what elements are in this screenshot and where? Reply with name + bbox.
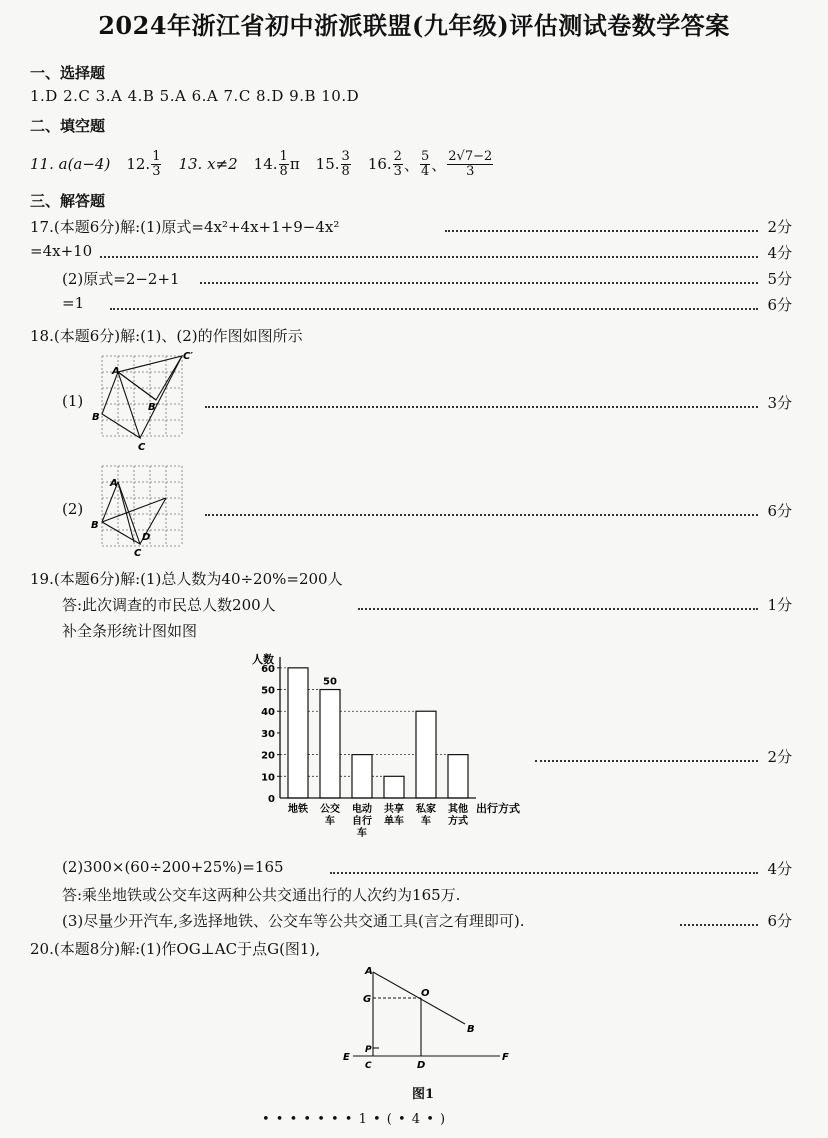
q17-line-1: 17.(本题6分)解:(1)原式=4x²+4x+1+9−4x² <box>30 218 340 236</box>
q20-label-a: A <box>365 966 373 977</box>
x-category-label: 共享 <box>384 804 404 815</box>
q20-label-g: G <box>363 994 372 1005</box>
q19-heading: 19.(本题6分)解:(1)总人数为40÷20%=200人 <box>30 570 343 588</box>
q20-heading: 20.(本题8分)解:(1)作OG⊥AC于点G(图1), <box>30 940 321 958</box>
answer-16-fraction-3: $\frac{2√7-2}{3}$ <box>448 148 493 179</box>
choice-answers: 1.D 2.C 3.A 4.B 5.A 6.A 7.C 8.D 9.B 10.D <box>30 87 360 105</box>
q20-label-o: O <box>421 988 430 999</box>
q17-leader-3 <box>200 282 758 284</box>
q20-figure-lines <box>353 972 500 1056</box>
fig1-label-bprime: B′ <box>148 402 159 413</box>
q20-figure <box>335 960 525 1075</box>
chart-xlabel: 出行方式 <box>476 802 520 815</box>
q17-score-1: 2分 <box>767 218 792 236</box>
q19-score-1: 1分 <box>767 596 792 614</box>
fig2-label-b: B <box>91 520 99 531</box>
section-choice-heading: 一、选择题 <box>30 64 106 82</box>
page-footer: • • • • • • • 1 • ( • 4 • ) <box>262 1112 447 1127</box>
q18-leader-2 <box>205 514 758 516</box>
x-category-label: 车 <box>325 816 335 827</box>
bar-5 <box>448 755 468 798</box>
chart-ylabel: 人数 <box>252 653 274 666</box>
fig2-label-c: C <box>134 548 142 559</box>
fig1-label-c: C <box>138 442 146 453</box>
y-tick-label: 10 <box>261 772 275 784</box>
q17-leader-2 <box>100 256 758 258</box>
q20-label-b: B <box>467 1024 475 1035</box>
answer-11: 11. a(a−4) <box>30 155 111 173</box>
q18-figure-1 <box>90 350 200 454</box>
answer-15-label: 15. <box>315 155 340 173</box>
answer-14-pi: π <box>289 155 300 173</box>
q17-line-4: =1 <box>62 294 85 312</box>
section-solve-heading: 三、解答题 <box>30 192 106 210</box>
q17-leader-1 <box>445 230 758 232</box>
answer-15-fraction: $\frac{3}{8}$ <box>341 148 350 179</box>
q19-score-4: 6分 <box>767 912 792 930</box>
y-tick-label: 0 <box>268 794 275 805</box>
q18-figure-2 <box>90 460 200 560</box>
q18-part2-label: (2) <box>62 500 84 518</box>
q17-line-2: =4x+10 <box>30 242 93 260</box>
q17-line-3: (2)原式=2−2+1 <box>62 270 180 288</box>
q18-leader-1 <box>205 406 758 408</box>
answer-16-fraction-1: $\frac{2}{3}$ <box>393 148 402 179</box>
fill-answers <box>30 144 494 184</box>
fig1-label-b: B <box>92 412 100 423</box>
answer-13: 13. x≠2 <box>178 155 238 173</box>
bar-3 <box>384 776 404 798</box>
q20-label-e: E <box>343 1052 350 1063</box>
x-category-label: 地铁 <box>288 804 308 815</box>
answer-14-label: 14. <box>253 155 278 173</box>
x-category-label: 公交 <box>320 804 340 815</box>
q18-score-2: 6分 <box>767 502 792 520</box>
answer-16-sep-2: 、 <box>431 155 447 174</box>
q19-chart-note: 补全条形统计图如图 <box>62 622 198 640</box>
q19-part2: (2)300×(60÷200+25%)=165 <box>62 858 284 876</box>
q17-score-3: 5分 <box>767 270 792 288</box>
bar-0 <box>288 668 308 798</box>
answer-16-label: 16. <box>367 155 392 173</box>
x-category-label: 其他 <box>448 804 468 815</box>
q18-score-1: 3分 <box>767 394 792 412</box>
answer-12-fraction: $\frac{1}{3}$ <box>152 148 161 179</box>
page-title: 2024年浙江省初中浙派联盟(九年级)评估测试卷数学答案 <box>98 11 730 40</box>
x-category-label: 自行 <box>352 816 372 827</box>
q19-part2-answer: 答:乘坐地铁或公交车这两种公共交通出行的人次约为165万. <box>62 886 461 904</box>
q19-leader-2 <box>535 760 758 762</box>
q19-leader-1 <box>358 608 758 610</box>
q19-score-2: 2分 <box>767 748 792 766</box>
y-tick-label: 60 <box>261 663 275 675</box>
answer-12-label: 12. <box>126 155 151 173</box>
answer-16-sep-1: 、 <box>403 155 419 174</box>
q20-label-d: D <box>417 1060 426 1071</box>
bar-4 <box>416 711 436 798</box>
bar-1 <box>320 690 340 798</box>
fig1-label-cprime: C′ <box>183 351 193 362</box>
y-tick-label: 50 <box>261 685 275 697</box>
x-category-label: 私家 <box>416 804 436 815</box>
q19-leader-3 <box>330 872 758 874</box>
q18-part1-label: (1) <box>62 392 84 410</box>
q20-label-p: P <box>365 1045 372 1055</box>
q19-leader-4 <box>680 924 758 926</box>
bar-data-label: 50 <box>323 676 337 688</box>
bar-chart <box>240 645 540 845</box>
q20-label-c: C <box>365 1061 372 1071</box>
x-category-label: 电动 <box>352 804 372 815</box>
q19-answer: 答:此次调查的市民总人数200人 <box>62 596 276 614</box>
fig2-label-d: D <box>142 532 151 543</box>
y-tick-label: 40 <box>261 707 275 719</box>
q17-score-2: 4分 <box>767 244 792 262</box>
y-tick-label: 20 <box>261 750 275 762</box>
q20-label-f: F <box>502 1052 509 1063</box>
section-fill-heading: 二、填空题 <box>30 117 106 135</box>
q19-score-3: 4分 <box>767 860 792 878</box>
x-category-label: 车 <box>357 828 367 839</box>
answer-14-fraction: $\frac{1}{8}$ <box>279 148 288 179</box>
fig1-label-a: A <box>112 366 120 377</box>
bar-2 <box>352 755 372 798</box>
x-category-label: 方式 <box>448 816 468 827</box>
q17-score-4: 6分 <box>767 296 792 314</box>
q17-leader-4 <box>110 308 758 310</box>
q18-heading: 18.(本题6分)解:(1)、(2)的作图如图所示 <box>30 327 303 345</box>
fig2-label-a: A <box>110 478 118 489</box>
x-category-label: 车 <box>421 816 431 827</box>
q19-part3: (3)尽量少开汽车,多选择地铁、公交车等公共交通工具(言之有理即可). <box>62 912 525 930</box>
y-tick-label: 30 <box>261 728 275 740</box>
x-category-label: 单车 <box>384 816 404 827</box>
answer-16-fraction-2: $\frac{5}{4}$ <box>420 148 430 179</box>
q20-figure-caption: 图1 <box>412 1087 435 1102</box>
